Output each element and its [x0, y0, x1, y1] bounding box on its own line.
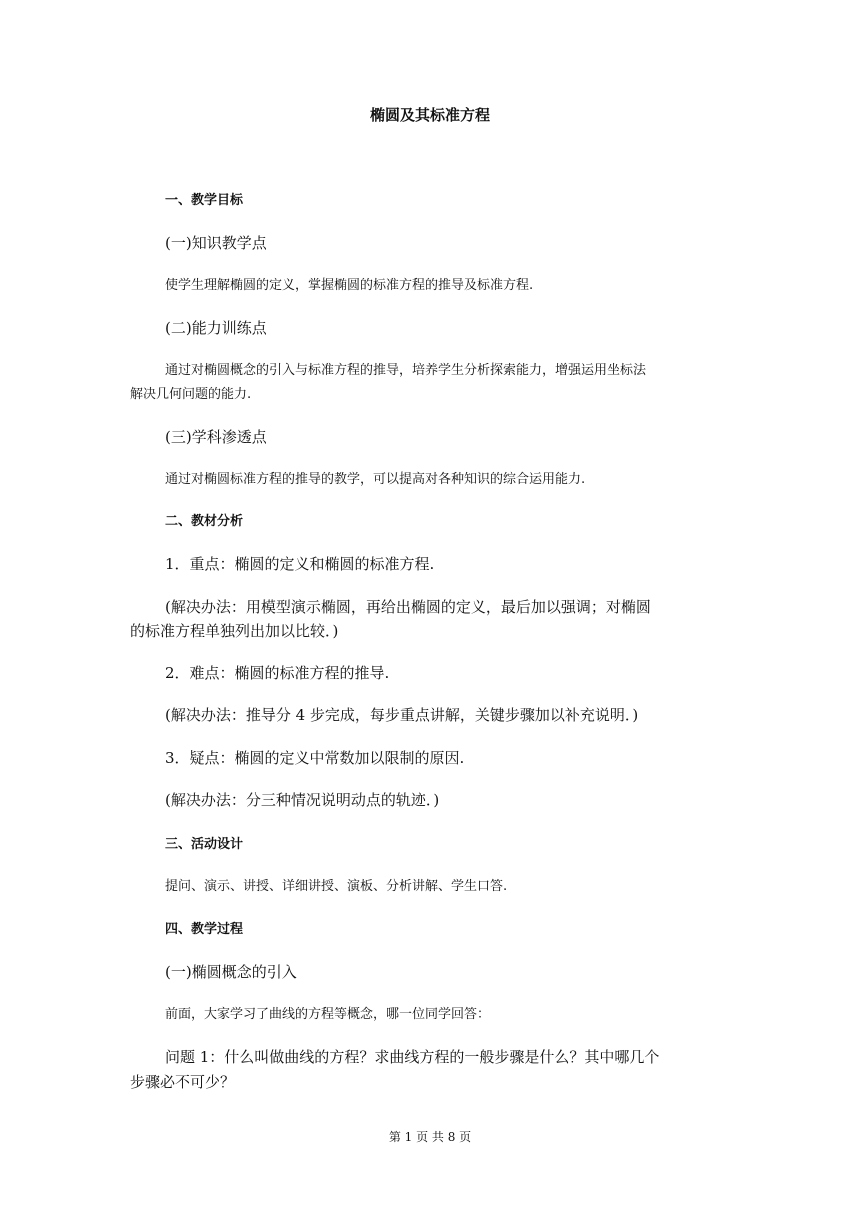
subheading-discipline: (三)学科渗透点 [165, 428, 267, 446]
section-heading-process: 四、教学过程 [165, 922, 244, 937]
paragraph-ability-line2: 解决几何问题的能力. [130, 387, 252, 402]
item-key-point-solution-line1: (解决办法：用模型演示椭圆，再给出椭圆的定义，最后加以强调；对椭圆 [165, 598, 651, 616]
question-1-line1: 问题 1：什么叫做曲线的方程？求曲线方程的一般步骤是什么？其中哪几个 [165, 1048, 660, 1066]
page-title: 椭圆及其标准方程 [369, 106, 490, 124]
item-key-point: 1．重点：椭圆的定义和椭圆的标准方程. [165, 555, 435, 573]
item-doubt-solution: (解决办法：分三种情况说明动点的轨迹．) [165, 791, 440, 809]
page-footer: 第 1 页 共 8 页 [388, 1130, 472, 1144]
paragraph-activities: 提问、演示、讲授、详细讲授、演板、分析讲解、学生口答. [165, 879, 508, 894]
subheading-ability: (二)能力训练点 [165, 319, 267, 337]
subheading-concept-intro: (一)椭圆概念的引入 [165, 963, 297, 981]
item-difficulty-solution: (解决办法：推导分 4 步完成，每步重点讲解，关键步骤加以补充说明．) [165, 706, 639, 724]
item-key-point-solution-line2: 的标准方程单独列出加以比较．) [130, 622, 339, 640]
paragraph-discipline: 通过对椭圆标准方程的推导的教学，可以提高对各种知识的综合运用能力. [165, 472, 586, 487]
paragraph-knowledge: 使学生理解椭圆的定义，掌握椭圆的标准方程的推导及标准方程. [165, 278, 534, 293]
item-difficulty: 2．难点：椭圆的标准方程的推导. [165, 664, 390, 682]
subheading-knowledge: (一)知识教学点 [165, 234, 267, 252]
question-1-line2: 步骤必不可少？ [130, 1073, 236, 1091]
paragraph-concept-intro: 前面，大家学习了曲线的方程等概念，哪一位同学回答： [165, 1007, 491, 1022]
section-heading-objectives: 一、教学目标 [165, 193, 244, 208]
section-heading-activities: 三、活动设计 [165, 837, 244, 852]
item-doubt: 3．疑点：椭圆的定义中常数加以限制的原因. [165, 749, 465, 767]
paragraph-ability-line1: 通过对椭圆概念的引入与标准方程的推导，培养学生分析探索能力，增强运用坐标法 [165, 363, 647, 378]
section-heading-analysis: 二、教材分析 [165, 514, 244, 529]
